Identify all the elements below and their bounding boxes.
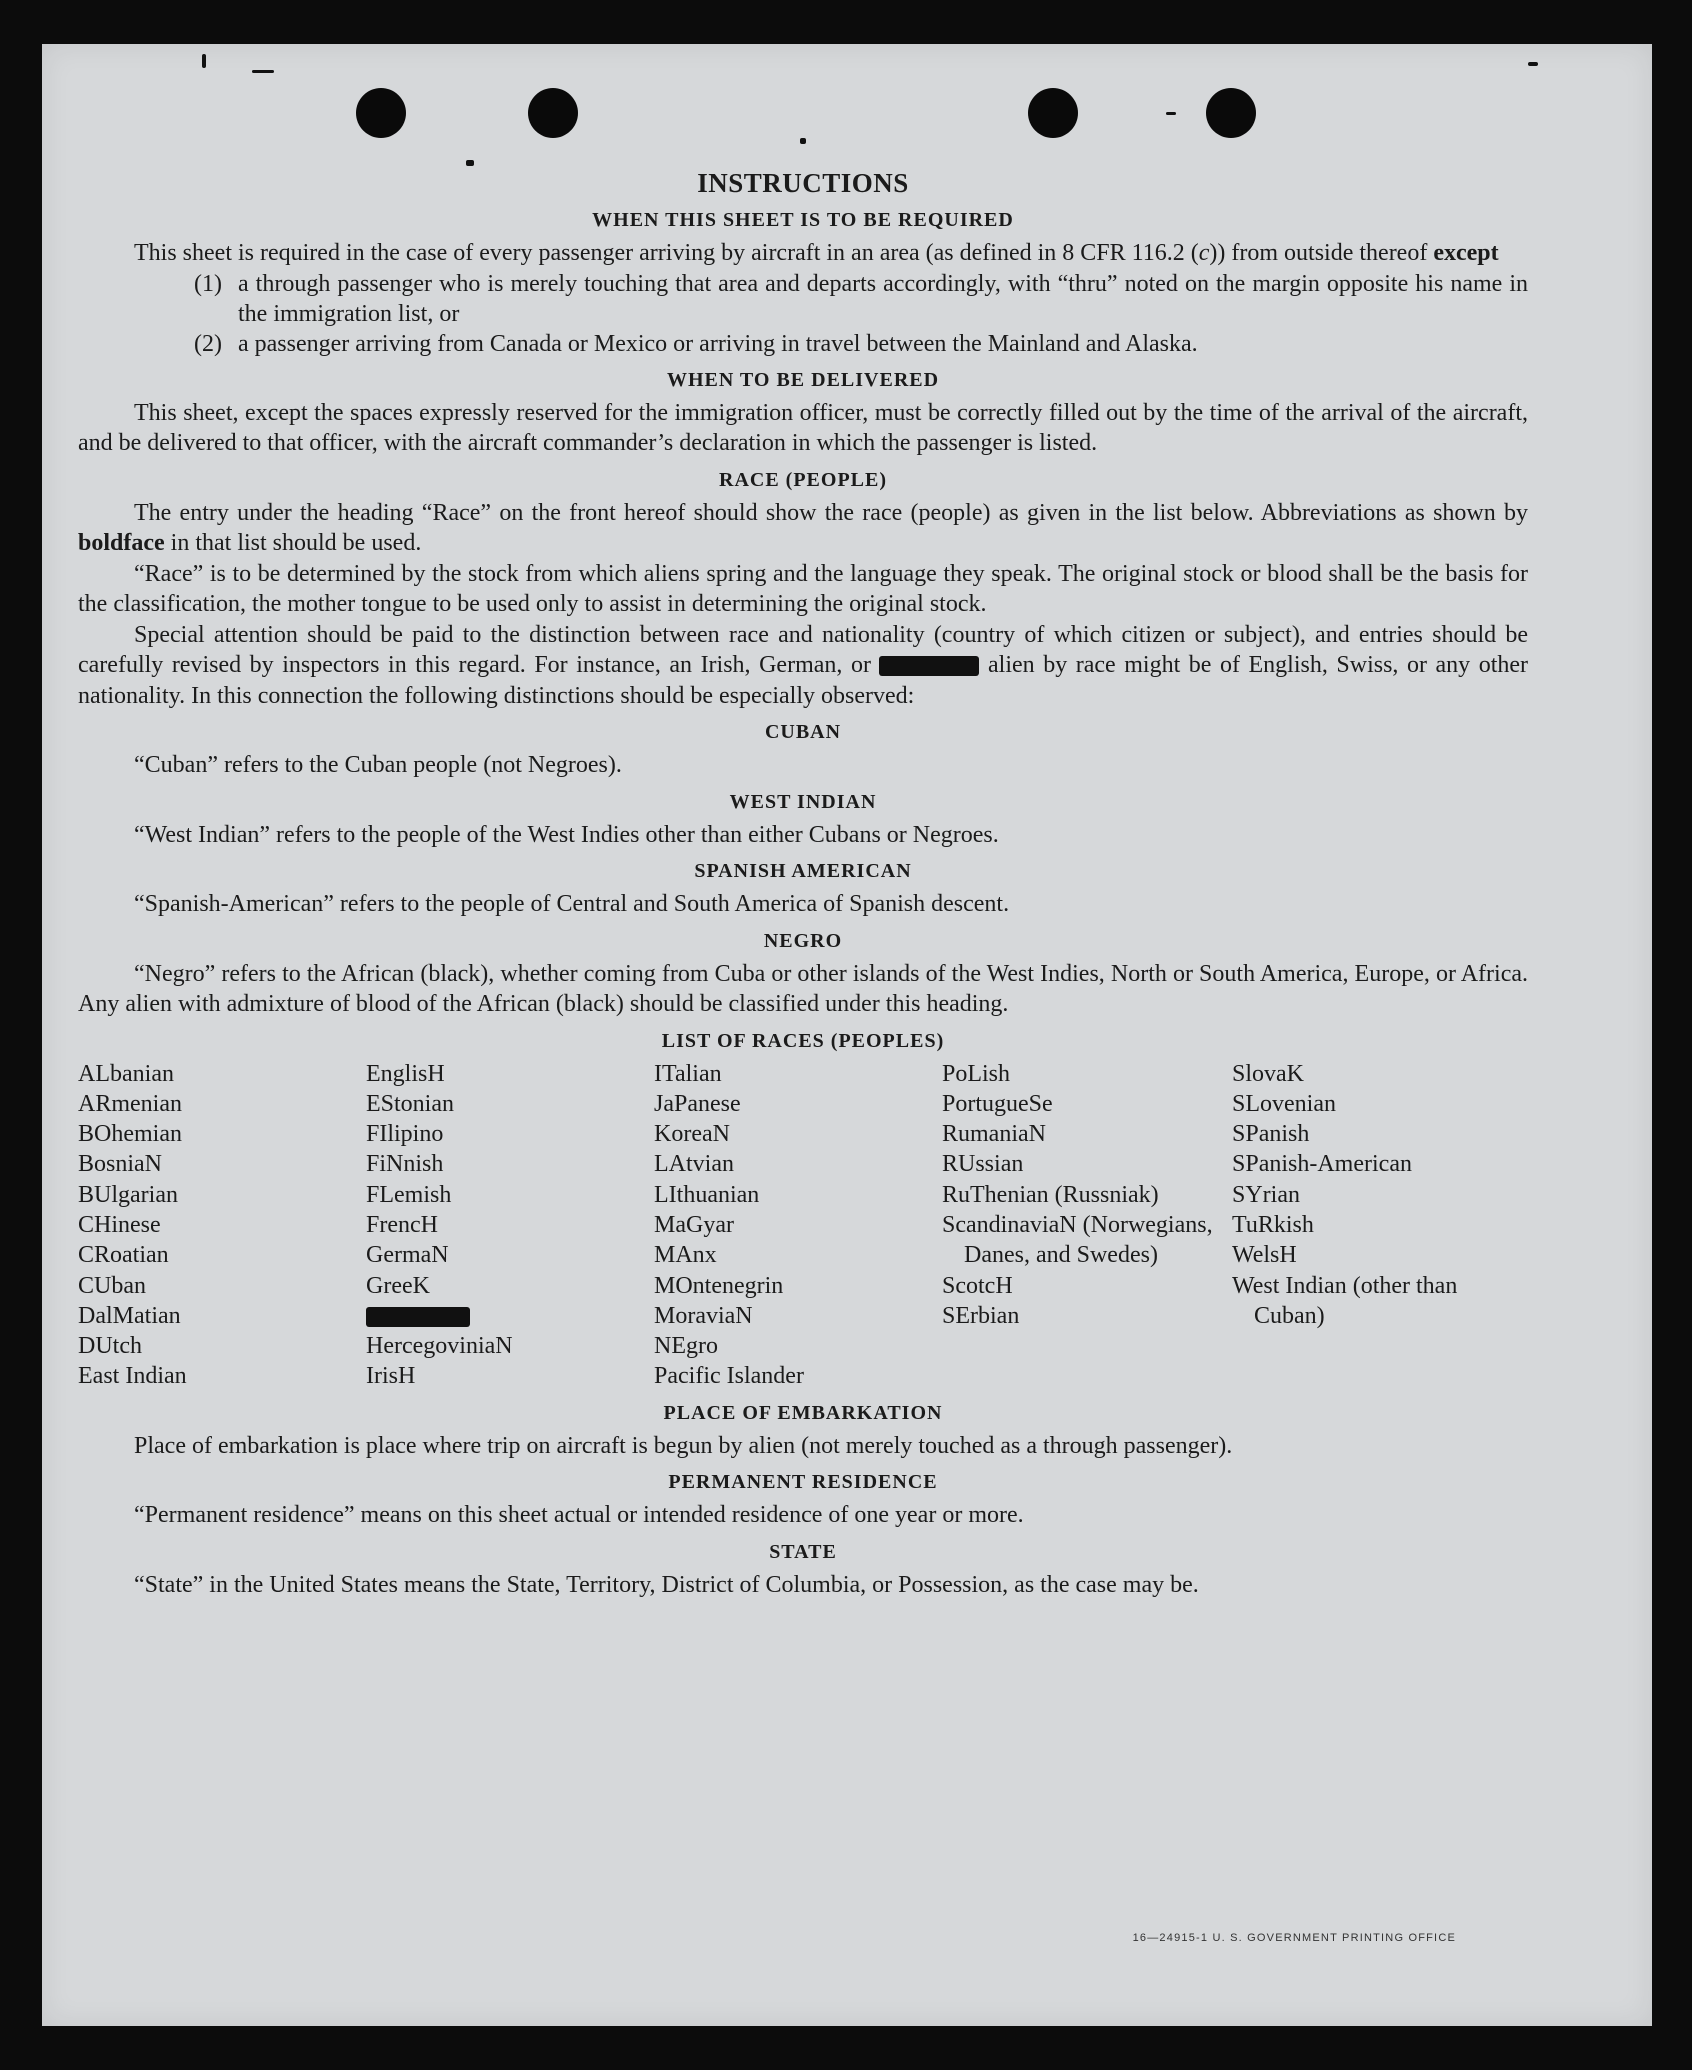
race-entry: ScandinaviaN (Norwegians, Danes, and Swedes) [942,1211,1213,1269]
race-entry: MOntenegrin [654,1272,784,1299]
race-entry: WelsH [1232,1242,1297,1269]
race-entry: MAnx [654,1242,717,1269]
speck [800,138,806,144]
race-entry: ALbanian [78,1060,174,1087]
punch-hole [528,88,578,138]
heading-state: STATE [769,1540,837,1563]
speck [202,54,206,68]
race-entry: PortugueSe [942,1090,1053,1117]
race-entry: Pacific Islander [654,1363,804,1390]
race-entry: CUban [78,1272,146,1299]
heading-negro: NEGRO [763,929,843,952]
race-entry: FrencH [366,1211,438,1238]
page-title: INSTRUCTIONS [697,168,909,198]
punch-hole [1206,88,1256,138]
printer-footer: 16—24915-1 U. S. GOVERNMENT PRINTING OFFICE [1132,1932,1456,1944]
race-entry: BOhemian [78,1121,182,1148]
cuban-paragraph: “Cuban” refers to the Cuban people (not Negroes). [134,752,622,778]
race-entry: LAtvian [654,1151,734,1178]
heading-cuban: CUBAN [764,721,842,743]
race-paragraph-3: Special attention should be paid to the distinction between race and nationality (country of which citizen or subject), and entries should be carefully revised by inspectors in this regard. For instance, an Irish, German, or alien by race might be of English, Swiss, or any other nationality. In this connection the following distinctions should be especially observed: [78,621,1529,709]
race-entry: PoLish [942,1060,1011,1087]
redaction-mark [366,1301,654,1331]
list-item: (1) a through passenger who is merely touching that area and departs accordingly, with “thru” noted on the margin opposite his name in the immigration list, or [194,270,1528,327]
race-paragraph-2: “Race” is to be determined by the stock from which aliens spring and the language they speak. The original stock or blood shall be the basis for the classification, the mother tongue to be used only to assist in determining the original stock. [78,560,1528,617]
race-entry: EnglisH [366,1060,445,1087]
race-entry: NEgro [654,1333,718,1360]
race-entry: CHinese [78,1211,161,1238]
race-entry: DUtch [78,1333,142,1360]
required-paragraph: This sheet is required in the case of every passenger arriving by aircraft in an area (as defined in 8 CFR 116.2 (c)) from outside thereof except [134,240,1499,266]
race-entry: RUssian [942,1151,1024,1178]
races-column [654,1059,942,1392]
race-entry: ITalian [654,1060,722,1087]
heading-race: RACE (PEOPLE) [719,468,887,491]
race-entry: SLovenian [1232,1090,1336,1117]
heading-spanish-american: SPANISH AMERICAN [694,860,912,882]
races-list [78,1059,1528,1392]
race-entry: RumaniaN [942,1121,1046,1148]
races-column [366,1059,654,1392]
speck [466,160,474,166]
west-indian-paragraph: “West Indian” refers to the people of the West Indies other than either Cubans or Negroes. [134,821,999,848]
race-entry: CRoatian [78,1242,169,1269]
negro-paragraph: “Negro” refers to the African (black), whether coming from Cuba or other islands of the West Indies, North or South America, Europe, or Africa. Any alien with admixture of blood of the African (black) should be classified under this heading. [78,960,1528,1017]
spanish-american-paragraph: “Spanish-American” refers to the people of Central and South America of Spanish descent. [134,891,1010,917]
races-column [942,1059,1232,1392]
race-entry: West Indian (other than Cuban) [1232,1272,1458,1329]
race-entry: SPanish [1232,1121,1310,1148]
heading-embarkation: PLACE OF EMBARKATION [663,1401,943,1424]
races-column [1232,1059,1532,1392]
race-entry: SPanish-American [1232,1151,1412,1178]
race-entry: MoraviaN [654,1302,753,1329]
heading-required: WHEN THIS SHEET IS TO BE REQUIRED [592,209,1014,231]
race-entry: BUlgarian [78,1181,178,1208]
speck [252,70,274,73]
race-entry: ScotcH [942,1272,1013,1299]
race-entry: IrisH [366,1363,416,1390]
delivered-paragraph: This sheet, except the spaces expressly reserved for the immigration officer, must be correctly filled out by the time of the arrival of the aircraft, and be delivered to that officer, with the aircraft commander’s declaration in which the passenger is listed. [78,399,1528,456]
race-entry: SErbian [942,1302,1020,1329]
race-entry: RuThenian (Russniak) [942,1181,1159,1208]
state-paragraph: “State” in the United States means the State, Territory, District of Columbia, or Possession, as the case may be. [134,1571,1199,1598]
race-entry: KoreaN [654,1121,730,1148]
heading-west-indian: WEST INDIAN [729,790,877,813]
race-entry: HercegoviniaN [366,1333,513,1360]
race-entry: FIlipino [366,1121,444,1148]
race-entry: FLemish [366,1181,452,1208]
speck [1166,112,1176,115]
race-entry: SlovaK [1232,1060,1304,1087]
race-entry: TuRkish [1232,1211,1314,1238]
races-column [78,1059,366,1392]
document-sheet [42,44,1652,2026]
instructions-body [78,168,1528,1600]
embarkation-paragraph: Place of embarkation is place where trip on aircraft is begun by alien (not merely touched as a through passenger). [134,1432,1233,1459]
race-entry: EStonian [366,1090,454,1117]
race-entry: MaGyar [654,1211,734,1238]
heading-list-of-races: LIST OF RACES (PEOPLES) [661,1029,945,1052]
list-item: (2) a passenger arriving from Canada or Mexico or arriving in travel between the Mainland and Alaska. [194,330,1198,357]
punch-hole [356,88,406,138]
race-entry: DalMatian [78,1302,181,1329]
heading-delivered: WHEN TO BE DELIVERED [666,368,940,391]
redaction-mark [879,656,979,676]
race-entry: LIthuanian [654,1181,760,1208]
residence-paragraph: “Permanent residence” means on this sheet actual or intended residence of one year or more. [134,1502,1024,1529]
punch-hole [1028,88,1078,138]
race-entry: GermaN [366,1242,449,1269]
speck [1528,62,1538,66]
race-entry: JaPanese [654,1090,741,1117]
race-entry: BosniaN [78,1151,162,1178]
race-entry: FiNnish [366,1151,444,1178]
race-entry: East Indian [78,1363,187,1390]
heading-residence: PERMANENT RESIDENCE [668,1471,938,1494]
race-entry: SYrian [1232,1181,1300,1208]
race-entry: GreeK [366,1272,430,1299]
race-entry: ARmenian [78,1090,182,1117]
race-paragraph-1: The entry under the heading “Race” on the front hereof should show the race (people) as given in the list below. Abbreviations as shown by boldface in that list should be used. [78,499,1528,556]
